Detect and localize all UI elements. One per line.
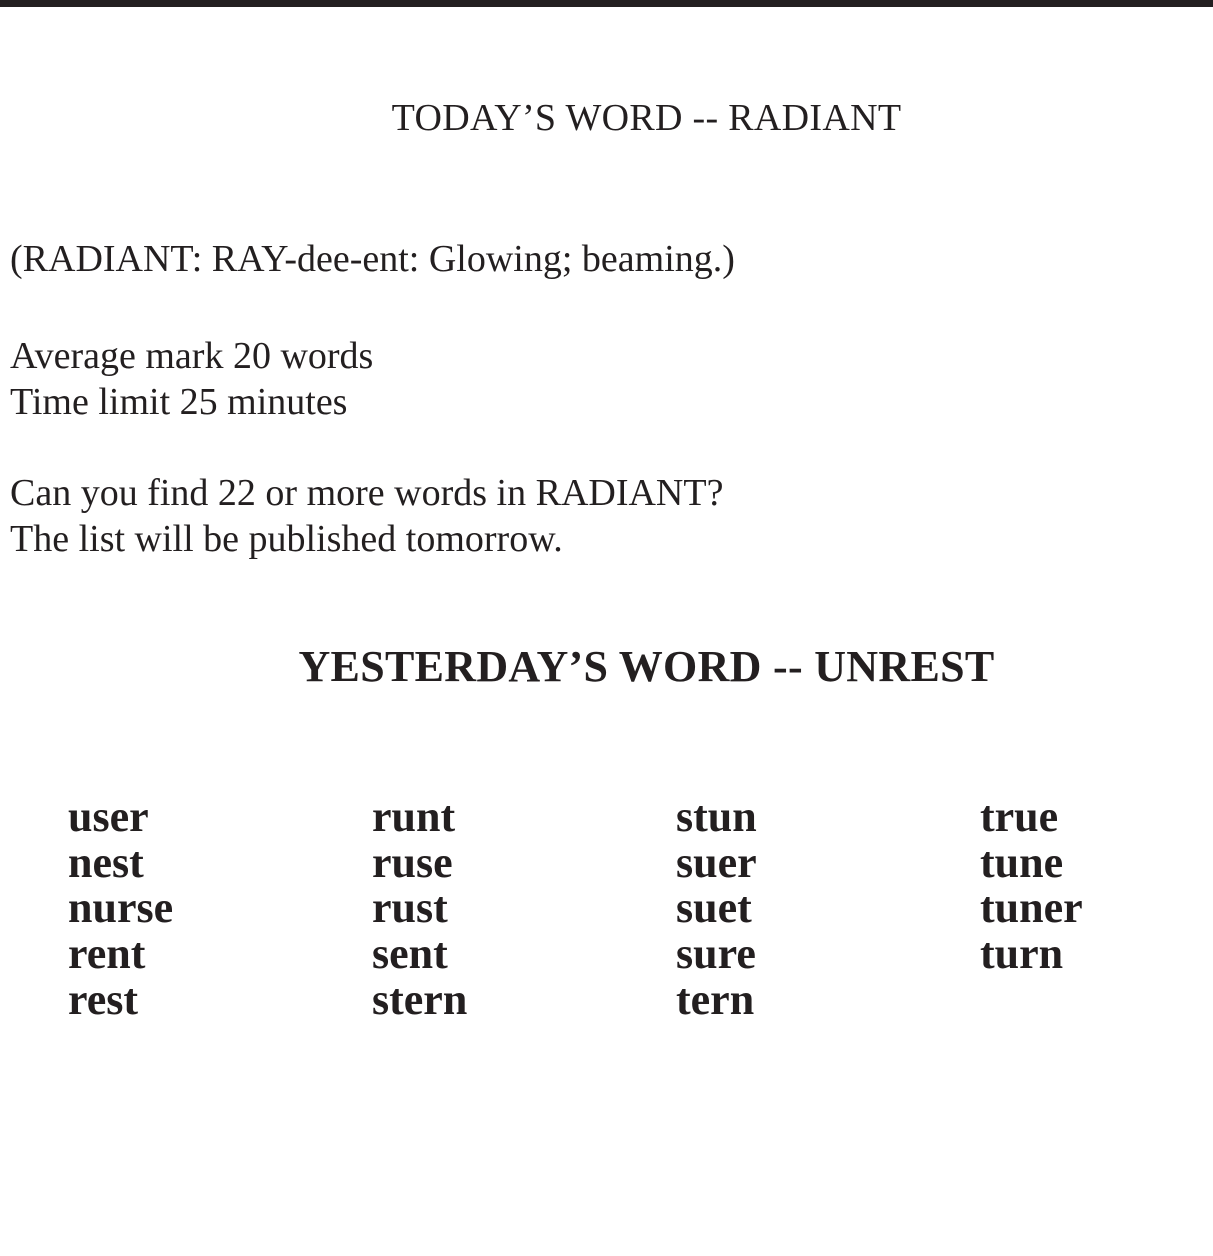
word-definition: (RADIANT: RAY-dee-ent: Glowing; beaming.): [10, 238, 735, 280]
average-mark: Average mark 20 words: [10, 335, 374, 377]
answer-word: true: [980, 792, 1059, 841]
puzzle-stats: [10, 333, 373, 425]
answer-word: tune: [980, 837, 1064, 887]
word-column-1: [68, 794, 372, 1023]
time-limit: Time limit 25 minutes: [10, 381, 348, 423]
answer-word: ruse: [372, 837, 453, 887]
answer-word: sent: [372, 929, 448, 979]
word-column-2: [372, 794, 676, 1023]
top-border-rule: [0, 0, 1213, 7]
challenge-note: The list will be published tomorrow.: [10, 518, 563, 560]
answer-word: sure: [676, 929, 756, 979]
answer-word: nest: [68, 837, 144, 887]
yesterdays-word-heading: YESTERDAY’S WORD -- UNREST: [298, 642, 995, 691]
answer-word: suer: [676, 837, 757, 887]
answer-word: stern: [372, 974, 468, 1024]
answer-word: nurse: [68, 883, 174, 933]
todays-word-heading: TODAY’S WORD -- RADIANT: [391, 97, 902, 139]
answer-word: rent: [68, 929, 146, 979]
answer-word: rust: [372, 883, 448, 933]
challenge-question: Can you find 22 or more words in RADIANT?: [10, 472, 724, 514]
answer-word: user: [68, 792, 149, 841]
answer-word: runt: [372, 792, 456, 841]
challenge-text: [10, 470, 723, 562]
answer-word: suet: [676, 883, 752, 933]
answer-word-grid: [68, 794, 1213, 1023]
word-column-3: [676, 794, 980, 1023]
word-column-4: [980, 794, 1213, 1023]
answer-word: turn: [980, 929, 1064, 979]
answer-word: tern: [676, 974, 755, 1024]
answer-word: rest: [68, 974, 139, 1024]
answer-word: tuner: [980, 883, 1083, 933]
answer-word: stun: [676, 792, 757, 841]
